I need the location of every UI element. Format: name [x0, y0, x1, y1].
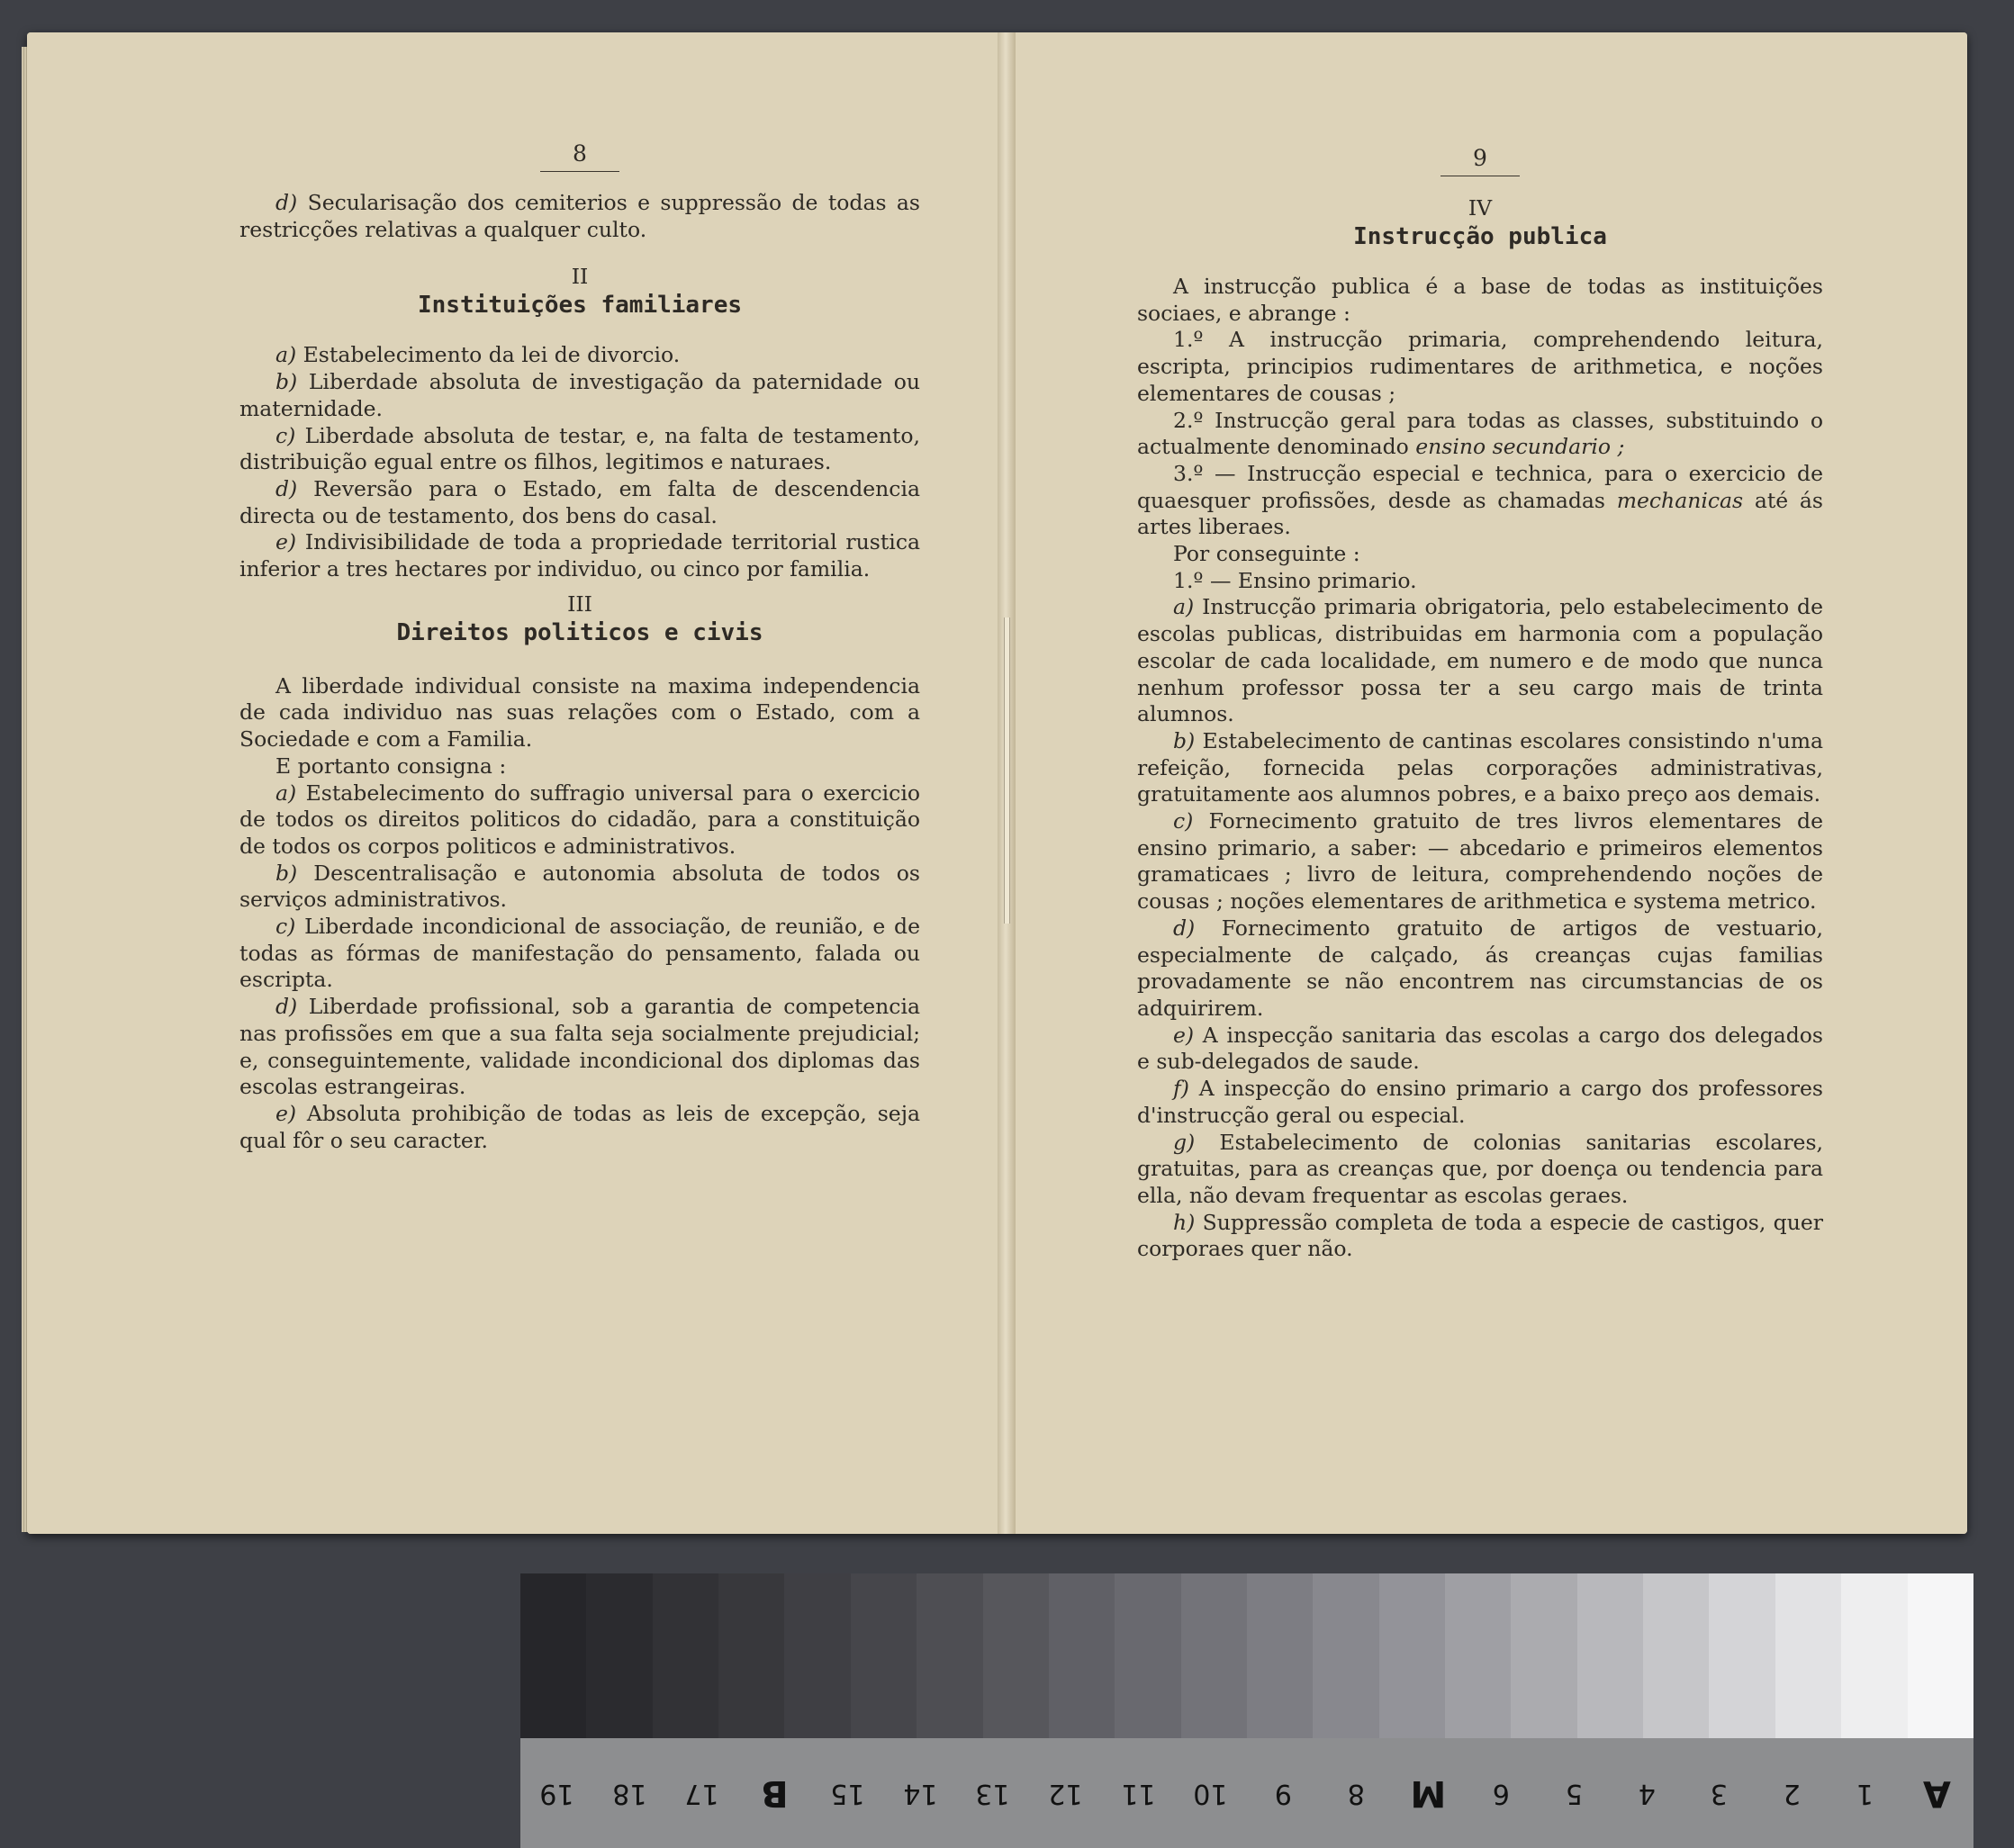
ruler-label: 10 [1193, 1778, 1228, 1809]
grey-swatch [586, 1573, 652, 1738]
item-letter: c) [275, 422, 296, 448]
section-numeral: III [567, 590, 592, 617]
grey-swatch [784, 1573, 850, 1738]
ruler-label: 18 [611, 1778, 647, 1809]
item-text: A instrucção primaria, comprehendendo leitura, escripta, principios rudimentares de arithmetica, e noções elementares de cousas ; [1137, 327, 1823, 406]
grey-swatch [718, 1573, 784, 1738]
item-letter: d) [1173, 915, 1196, 941]
item-text: Fornecimento gratuito de tres livros elementares de ensino primario, a saber: — abcedario e primeiros elementos gramaticaes ; livro de leitura, comprehendendo noções de cousas ; noções elementares de arithmetica e systema metrico. [1137, 808, 1823, 915]
item-letter: e) [275, 529, 297, 555]
list-item [239, 529, 920, 582]
item-text: Instrucção geral para todas as classes, substituindo o actualmente denominado [1137, 407, 1823, 460]
list-item [239, 369, 920, 422]
item-text: Liberdade incondicional de associação, de reunião, e de todas as fórmas de manifestação do pensamento, falada ou escripta. [239, 914, 920, 993]
item-letter: g) [1173, 1129, 1196, 1155]
grey-swatch [1841, 1573, 1907, 1738]
list-item [239, 190, 920, 243]
numbered-item [1137, 327, 1823, 407]
paragraph: A liberdade individual consiste na maxima independencia de cada individuo nas suas relações com o Estado, com a Sociedade e com a Familia. [239, 672, 920, 753]
list-item [1137, 808, 1823, 915]
item-letter: b) [1173, 727, 1196, 753]
ruler-label: 4 [1638, 1778, 1656, 1809]
grey-swatch [1379, 1573, 1445, 1738]
section-numeral: IV [1468, 195, 1493, 221]
ruler-label: 15 [830, 1778, 865, 1809]
item-text: A inspecção sanitaria das escolas a cargo dos delegados e sub-delegados de saude. [1137, 1022, 1823, 1075]
grey-swatch [1115, 1573, 1180, 1738]
grey-swatch [1511, 1573, 1576, 1738]
item-letter: a) [275, 780, 297, 806]
grey-swatch [1643, 1573, 1709, 1738]
item-text-tail: até ás artes liberaes. [1137, 487, 1823, 540]
item-text: Estabelecimento do suffragio universal para o exercicio de todos os direitos politicos do cidadão, para a constituição de todos os corpos politicos e administrativos. [239, 780, 920, 859]
ruler-label: 6 [1492, 1778, 1511, 1809]
grey-swatch [1709, 1573, 1775, 1738]
item-text: Liberdade absoluta de testar, e, na falta de testamento, distribuição egual entre os filhos, legitimos e naturaes. [239, 422, 920, 475]
item-letter: b) [275, 860, 298, 886]
item-text: Descentralisação e autonomia absoluta de todos os serviços administrativos. [239, 860, 920, 913]
grey-swatch [653, 1573, 718, 1738]
open-booklet [27, 32, 1967, 1534]
greyscale-swatches [520, 1573, 1973, 1738]
paragraph: E portanto consigna : [275, 753, 507, 779]
ruler-label: 3 [1711, 1778, 1729, 1809]
item-text: Secularisação dos cemiterios e suppressão de todas as restricções relativas a qualquer culto. [239, 190, 920, 242]
page-number-rule [540, 171, 619, 172]
list-item [1137, 915, 1823, 1023]
ruler-label: 11 [1120, 1778, 1156, 1809]
item-letter: d) [275, 475, 298, 501]
list-item [1137, 1130, 1823, 1210]
item-letter: d) [275, 190, 298, 215]
grey-swatch [1908, 1573, 1973, 1738]
item-emphasis: mechanicas [1616, 487, 1744, 513]
section-title: Instituições familiares [417, 292, 743, 320]
section-title: Direitos politicos e civis [396, 618, 763, 646]
grey-swatch [917, 1573, 982, 1738]
list-item [239, 1101, 920, 1154]
item-text: Estabelecimento da lei de divorcio. [296, 342, 681, 368]
list-item [1137, 594, 1823, 728]
section-numeral: II [571, 264, 589, 290]
list-item [239, 994, 920, 1101]
item-text: Liberdade profissional, sob a garantia de competencia nas profissões em que a sua falta seja socialmente prejudicial; e, conseguintemente, validade incondicional dos diplomas das escolas estrangeiras. [239, 994, 920, 1100]
list-item [1137, 1210, 1823, 1263]
list-item [239, 914, 920, 994]
item-letter: a) [1173, 594, 1195, 620]
ruler-label: 19 [539, 1778, 574, 1809]
grey-swatch [1247, 1573, 1313, 1738]
item-number: 3.º [1173, 460, 1204, 486]
ruler-label: 12 [1048, 1778, 1083, 1809]
page-number: 8 [573, 140, 587, 167]
grey-swatch [1313, 1573, 1378, 1738]
ruler-label: 2 [1783, 1778, 1801, 1809]
list-item [239, 342, 920, 369]
sub-heading: 1.º — Ensino primario. [1173, 567, 1417, 593]
grey-swatch [1181, 1573, 1247, 1738]
ruler-label: 1 [1856, 1778, 1874, 1809]
numbered-item [1137, 461, 1823, 541]
item-text: Estabelecimento de cantinas escolares consistindo n'uma refeição, fornecida pelas corporações administrativas, gratuitamente aos alumnos pobres, e a baixo preço aos demais. [1137, 727, 1823, 807]
grey-swatch [851, 1573, 917, 1738]
numbered-item [1137, 408, 1823, 461]
item-number: 2.º [1173, 407, 1204, 433]
ruler-label: 17 [684, 1778, 719, 1809]
ruler-label: 8 [1347, 1778, 1365, 1809]
ruler-label: A [1923, 1772, 1952, 1814]
item-text: Absoluta prohibição de todas as leis de excepção, seja qual fôr o seu caracter. [239, 1100, 920, 1153]
item-text: Suppressão completa de toda a especie de castigos, quer corporaes quer não. [1137, 1209, 1823, 1262]
ruler-label: 5 [1565, 1778, 1583, 1809]
list-item [239, 423, 920, 476]
item-letter: e) [1173, 1022, 1195, 1048]
item-letter: h) [1173, 1209, 1196, 1235]
paragraph: A instrucção publica é a base de todas as instituições sociaes, e abrange : [1137, 274, 1823, 326]
item-text: Fornecimento gratuito de artigos de vestuario, especialmente de calçado, ás creanças cujas familias provadamente se não encontrem nas circumstancias de os adquirirem. [1137, 915, 1823, 1021]
item-number: 1.º [1173, 327, 1204, 353]
ruler-labels [520, 1738, 1973, 1848]
color-calibration-ruler [520, 1573, 1973, 1848]
item-letter: b) [275, 369, 298, 395]
item-text: Liberdade absoluta de investigação da paternidade ou maternidade. [239, 369, 920, 421]
list-item [1137, 1076, 1823, 1129]
item-emphasis: ensino secundario ; [1415, 434, 1625, 460]
left-page-text [239, 140, 920, 1154]
grey-swatch [520, 1573, 586, 1738]
binding-stitch [1004, 618, 1010, 924]
item-text: — Instrucção especial e technica, para o exercicio de quaesquer profissões, desde as chamadas [1137, 460, 1823, 513]
item-text: Reversão para o Estado, em falta de descendencia directa ou de testamento, dos bens do casal. [239, 475, 920, 528]
list-item [239, 780, 920, 861]
item-letter: c) [1173, 808, 1194, 834]
item-text: A inspecção do ensino primario a cargo dos professores d'instrucção geral ou especial. [1137, 1076, 1823, 1128]
list-item [239, 476, 920, 529]
ruler-label: 14 [902, 1778, 937, 1809]
item-letter: a) [275, 342, 297, 368]
ruler-label: B [761, 1772, 789, 1814]
list-item [1137, 1023, 1823, 1076]
paragraph: Por conseguinte : [1173, 541, 1360, 567]
right-page-text [1137, 145, 1823, 1263]
item-letter: f) [1173, 1076, 1189, 1102]
grey-swatch [1577, 1573, 1643, 1738]
page-number: 9 [1473, 145, 1487, 171]
grey-swatch [983, 1573, 1049, 1738]
item-text: Instrucção primaria obrigatoria, pelo estabelecimento de escolas publicas, distribuidas em harmonia com a população escolar de cada localidade, em numero e de modo que nunca nenhum professor possa ter a seu cargo mais de trinta alumnos. [1137, 594, 1823, 727]
list-item [1137, 728, 1823, 808]
item-letter: d) [275, 994, 298, 1020]
ruler-label: 13 [975, 1778, 1010, 1809]
ruler-label: 9 [1274, 1778, 1292, 1809]
item-text: Estabelecimento de colonias sanitarias escolares, gratuitas, para as creanças que, por doença ou tendencia para ella, não devam frequentar as escolas geraes. [1137, 1129, 1823, 1208]
item-letter: c) [275, 914, 296, 940]
ruler-label: M [1410, 1772, 1447, 1814]
item-letter: e) [275, 1100, 297, 1126]
grey-swatch [1775, 1573, 1841, 1738]
list-item [239, 861, 920, 914]
item-text: Indivisibilidade de toda a propriedade territorial rustica inferior a tres hectares por individuo, ou cinco por familia. [239, 529, 920, 582]
section-title: Instrucção publica [1353, 223, 1607, 250]
grey-swatch [1445, 1573, 1511, 1738]
grey-swatch [1049, 1573, 1115, 1738]
